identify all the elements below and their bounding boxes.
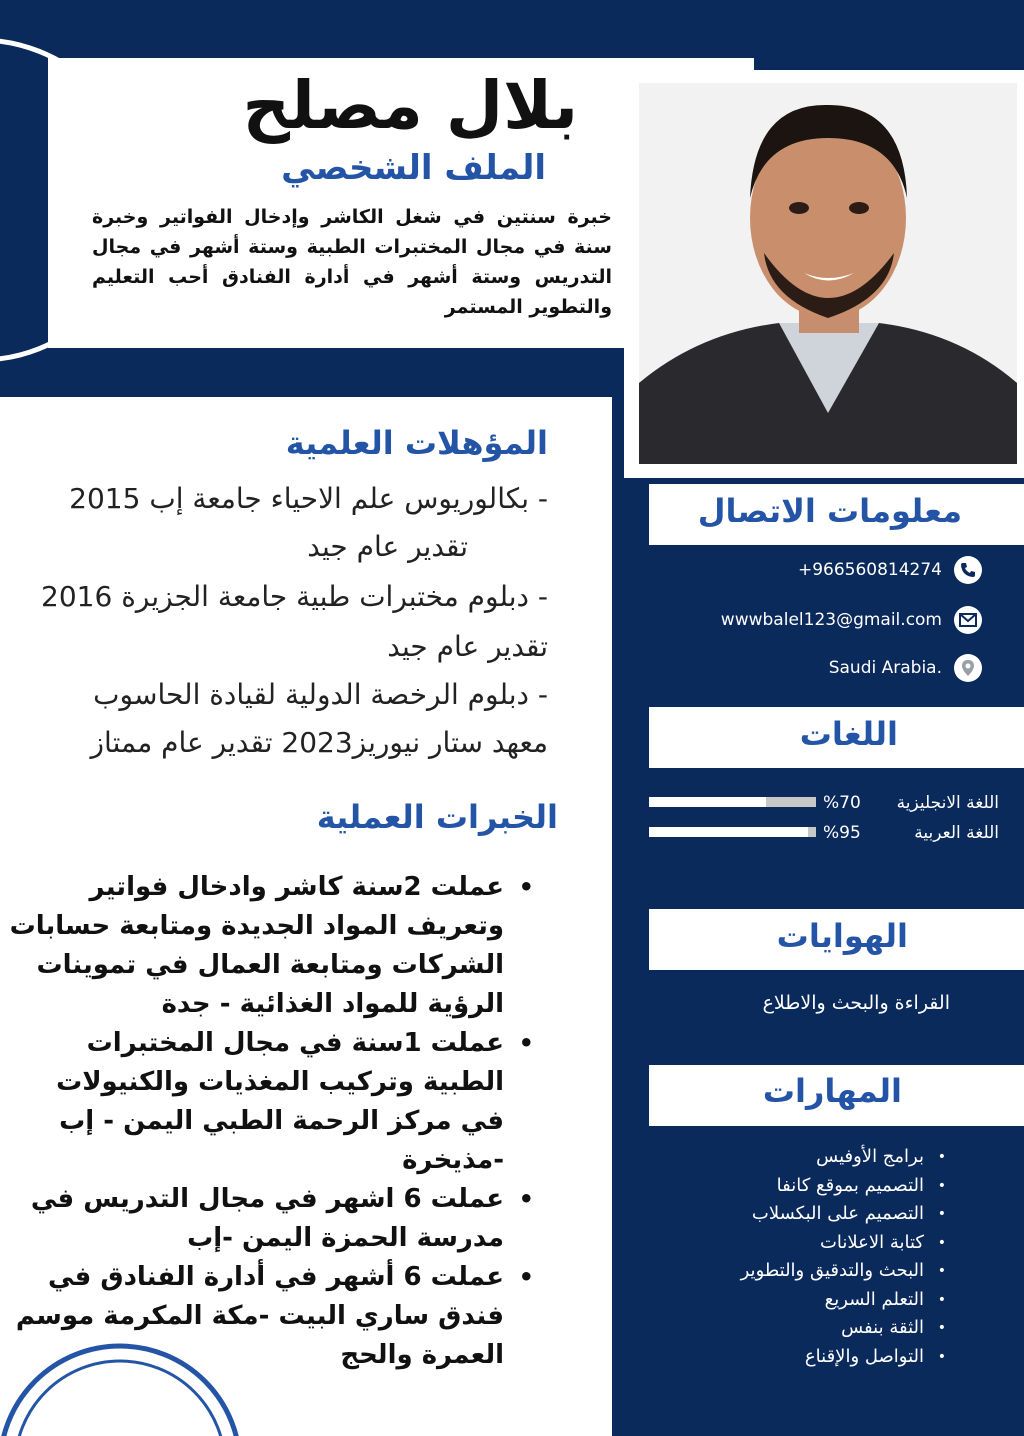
language-percent: %95 [823,823,861,843]
language-level-fill [649,797,766,807]
qualification-line: تقدير عام جيد [307,530,468,563]
qualification-line: معهد ستار نيوريز2023 تقدير عام ممتاز [90,726,548,759]
experience-item: • عملت 1سنة في مجال المختبرات الطبية وتركيب المغذيات والكنيولات في مركز الرحمة الطبي اليمن - إب -مذيخرة [4,1024,504,1180]
language-row [649,793,999,813]
qualification-line: - بكالوريوس علم الاحياء جامعة إب 2015 [69,482,548,515]
contact-heading: معلومات الاتصال [697,492,962,530]
phone-number[interactable]: +966560814274 [797,560,942,580]
language-row [649,823,999,843]
language-level-bar [649,827,816,837]
contact-email-row[interactable] [721,606,982,634]
phone-icon [954,556,982,584]
skill-item: • التعلم السريع [741,1286,924,1315]
skills-heading: المهارات [762,1072,902,1110]
language-name: اللغة الانجليزية [896,793,999,813]
skill-item: • برامج الأوفيس [741,1143,924,1172]
qualification-line: تقدير عام جيد [387,630,548,663]
person-name: بلال مصلح [242,67,578,144]
skill-item: • كتابة الاعلانات [741,1229,924,1258]
qualification-line: - دبلوم الرخصة الدولية لقيادة الحاسوب [93,678,548,711]
envelope-icon [954,606,982,634]
location-pin-icon [954,654,982,682]
contact-phone-row[interactable] [798,556,982,584]
skill-item: • البحث والتدقيق والتطوير [741,1257,924,1286]
hobbies-text: القراءة والبحث والاطلاع [762,992,950,1014]
languages-heading: اللغات [799,715,898,753]
qualification-line: - دبلوم مختبرات طبية جامعة الجزيرة 2016 [41,580,548,613]
skill-item: • التصميم على البكسلاب [741,1200,924,1229]
skill-item: • التصميم بموقع كانفا [741,1172,924,1201]
email-address[interactable]: wwwbalel123@gmail.com [720,610,942,630]
profile-summary: خبرة سنتين في شغل الكاشر وإدخال الفواتير وخبرة سنة في مجال المختبرات الطبية وستة أشهر في مجال التدريس وستة أشهر في أدارة الفنادق أحب التعليم والتطوير المستمر [92,206,612,318]
language-name: اللغة العربية [914,823,999,843]
skills-list [741,1143,946,1371]
experience-list [4,868,536,1375]
qualifications-heading: المؤهلات العلمية [285,424,548,462]
language-level-bar [649,797,816,807]
profile-photo [639,83,1017,464]
experience-item: • عملت 6 أشهر في أدارة الفنادق في فندق ساري البيت -مكة المكرمة موسم العمرة والحج [4,1258,504,1375]
experience-item: • عملت 2سنة كاشر وادخال فواتير وتعريف المواد الجديدة ومتابعة حسابات الشركات ومتابعة العمال في تموينات الرؤية للمواد الغذائية - جدة [4,868,504,1024]
language-percent: %70 [823,793,861,813]
language-level-fill [649,827,808,837]
skill-item: • الثقة بنفس [741,1314,924,1343]
profile-heading: الملف الشخصي [281,148,546,188]
skill-item: • التواصل والإقناع [741,1343,924,1372]
hobbies-heading: الهوايات [776,917,908,955]
location: Saudi Arabia. [828,658,942,678]
experience-heading: الخبرات العملية [316,798,558,836]
contact-location-row [829,654,982,682]
experience-item: • عملت 6 اشهر في مجال التدريس في مدرسة الحمزة اليمن -إب [4,1180,504,1258]
